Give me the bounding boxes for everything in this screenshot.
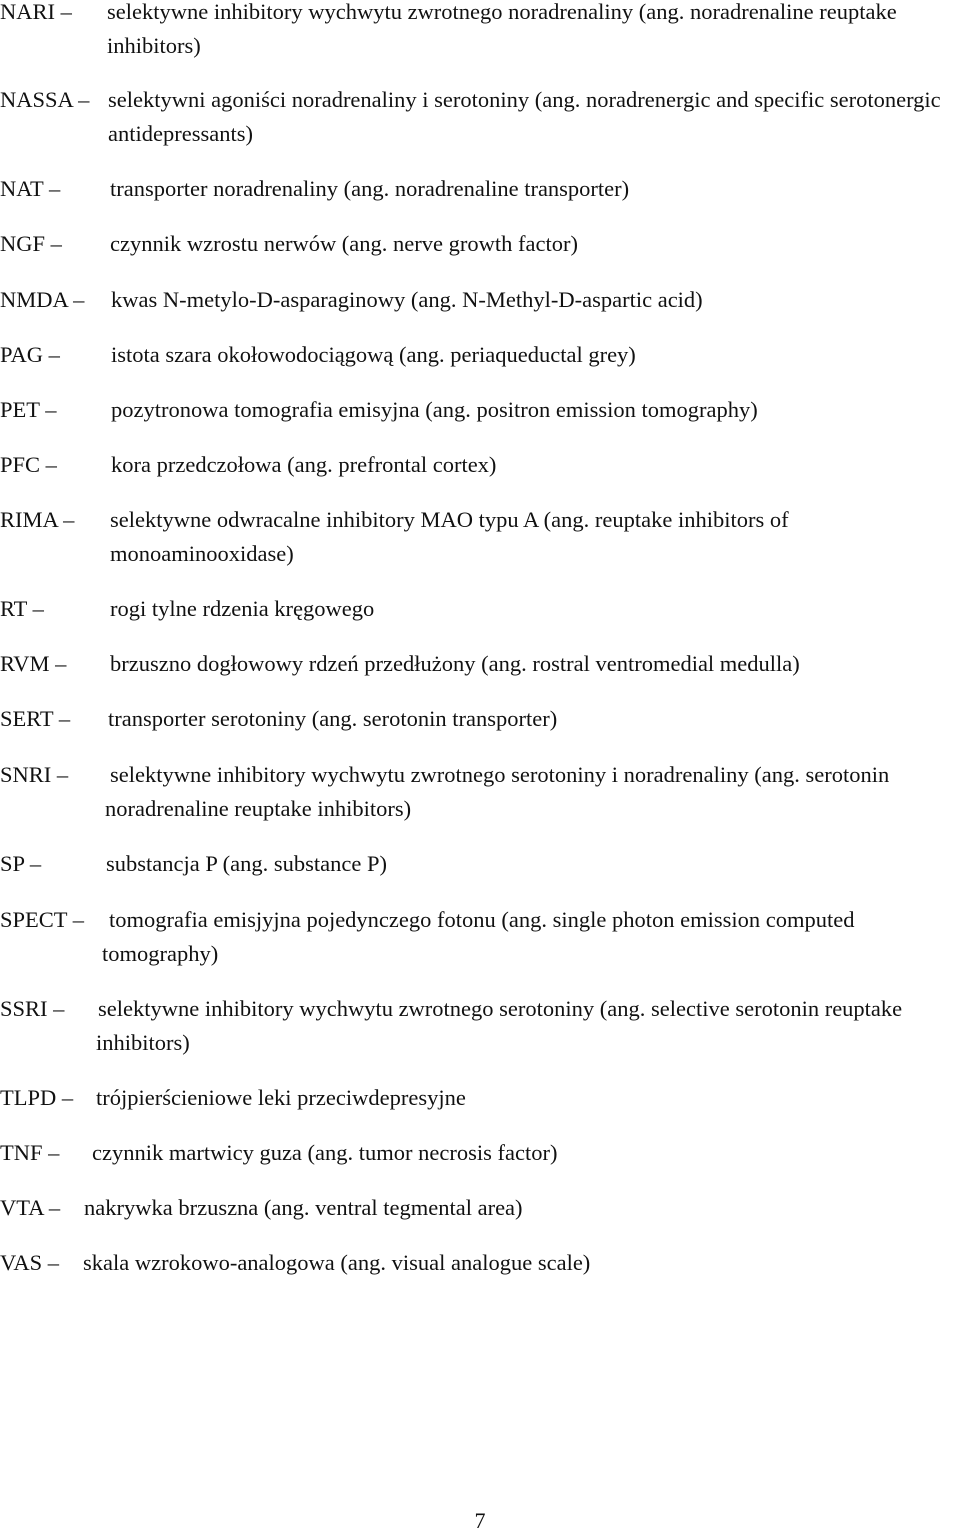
abbreviation: PAG – bbox=[0, 342, 60, 367]
page-number: 7 bbox=[474, 1508, 486, 1533]
abbreviation: PFC – bbox=[0, 452, 57, 477]
abbreviation-definition: transporter noradrenaliny (ang. noradrenaline transporter) bbox=[110, 176, 630, 201]
abbreviation: NARI – bbox=[0, 0, 72, 24]
abbreviation: SSRI – bbox=[0, 996, 65, 1021]
abbreviation-definition: trójpierścieniowe leki przeciwdepresyjne bbox=[96, 1085, 466, 1110]
abbreviation-definition: istota szara okołowodociągową (ang. periaqueductal grey) bbox=[111, 342, 636, 367]
abbreviation: SPECT – bbox=[0, 907, 84, 932]
abbreviation-definition: selektywne inhibitory wychwytu zwrotnego serotoniny i noradrenaliny (ang. serotonin noradrenaline reuptake inhibitors) bbox=[105, 762, 890, 821]
abbreviation-definition: selektywne inhibitory wychwytu zwrotnego noradrenaliny (ang. noradrenaline reuptake inhibitors) bbox=[107, 0, 897, 58]
abbreviation-definition: pozytronowa tomografia emisyjna (ang. positron emission tomography) bbox=[111, 397, 758, 422]
abbreviation: VAS – bbox=[0, 1250, 59, 1275]
abbreviation-definition: transporter serotoniny (ang. serotonin transporter) bbox=[108, 706, 558, 731]
abbreviation-definition: nakrywka brzuszna (ang. ventral tegmental area) bbox=[84, 1195, 523, 1220]
abbreviation: PET – bbox=[0, 397, 57, 422]
abbreviation: NMDA – bbox=[0, 287, 85, 312]
abbreviation: TNF – bbox=[0, 1140, 60, 1165]
abbreviation-definition: rogi tylne rdzenia kręgowego bbox=[110, 596, 375, 621]
abbreviation-definition: selektywne odwracalne inhibitory MAO typu A (ang. reuptake inhibitors of monoaminooxidase) bbox=[110, 507, 789, 566]
abbreviation-definition: kora przedczołowa (ang. prefrontal cortex) bbox=[111, 452, 497, 477]
abbreviation: RVM – bbox=[0, 651, 67, 676]
abbreviation: RT – bbox=[0, 596, 44, 621]
abbreviation: SP – bbox=[0, 851, 42, 876]
abbreviation: RIMA – bbox=[0, 507, 75, 532]
abbreviation-definition: skala wzrokowo-analogowa (ang. visual analogue scale) bbox=[83, 1250, 591, 1275]
abbreviation-definition: czynnik wzrostu nerwów (ang. nerve growth factor) bbox=[110, 231, 578, 256]
abbreviation: SERT – bbox=[0, 706, 71, 731]
abbreviation-definition: substancja P (ang. substance P) bbox=[106, 851, 387, 876]
abbreviation-definition: tomografia emisjyjna pojedynczego fotonu (ang. single photon emission computed tomography) bbox=[102, 907, 855, 966]
abbreviation-definition: selektywne inhibitory wychwytu zwrotnego serotoniny (ang. selective serotonin reuptake inhibitors) bbox=[96, 996, 903, 1055]
abbreviation-definition: kwas N-metylo-D-asparaginowy (ang. N-Methyl-D-aspartic acid) bbox=[111, 287, 703, 312]
abbreviation: SNRI – bbox=[0, 762, 69, 787]
abbreviation: NASSA – bbox=[0, 87, 90, 112]
abbreviation: NAT – bbox=[0, 176, 61, 201]
abbreviation: TLPD – bbox=[0, 1085, 74, 1110]
abbreviation: VTA – bbox=[0, 1195, 61, 1220]
abbreviation-definition: czynnik martwicy guza (ang. tumor necrosis factor) bbox=[92, 1140, 558, 1165]
abbreviation: NGF – bbox=[0, 231, 62, 256]
abbreviation-definition: brzuszno dogłowowy rdzeń przedłużony (ang. rostral ventromedial medulla) bbox=[110, 651, 800, 676]
abbreviation-definition: selektywni agoniści noradrenaliny i serotoniny (ang. noradrenergic and specific serotonergic antidepressants) bbox=[108, 87, 941, 146]
